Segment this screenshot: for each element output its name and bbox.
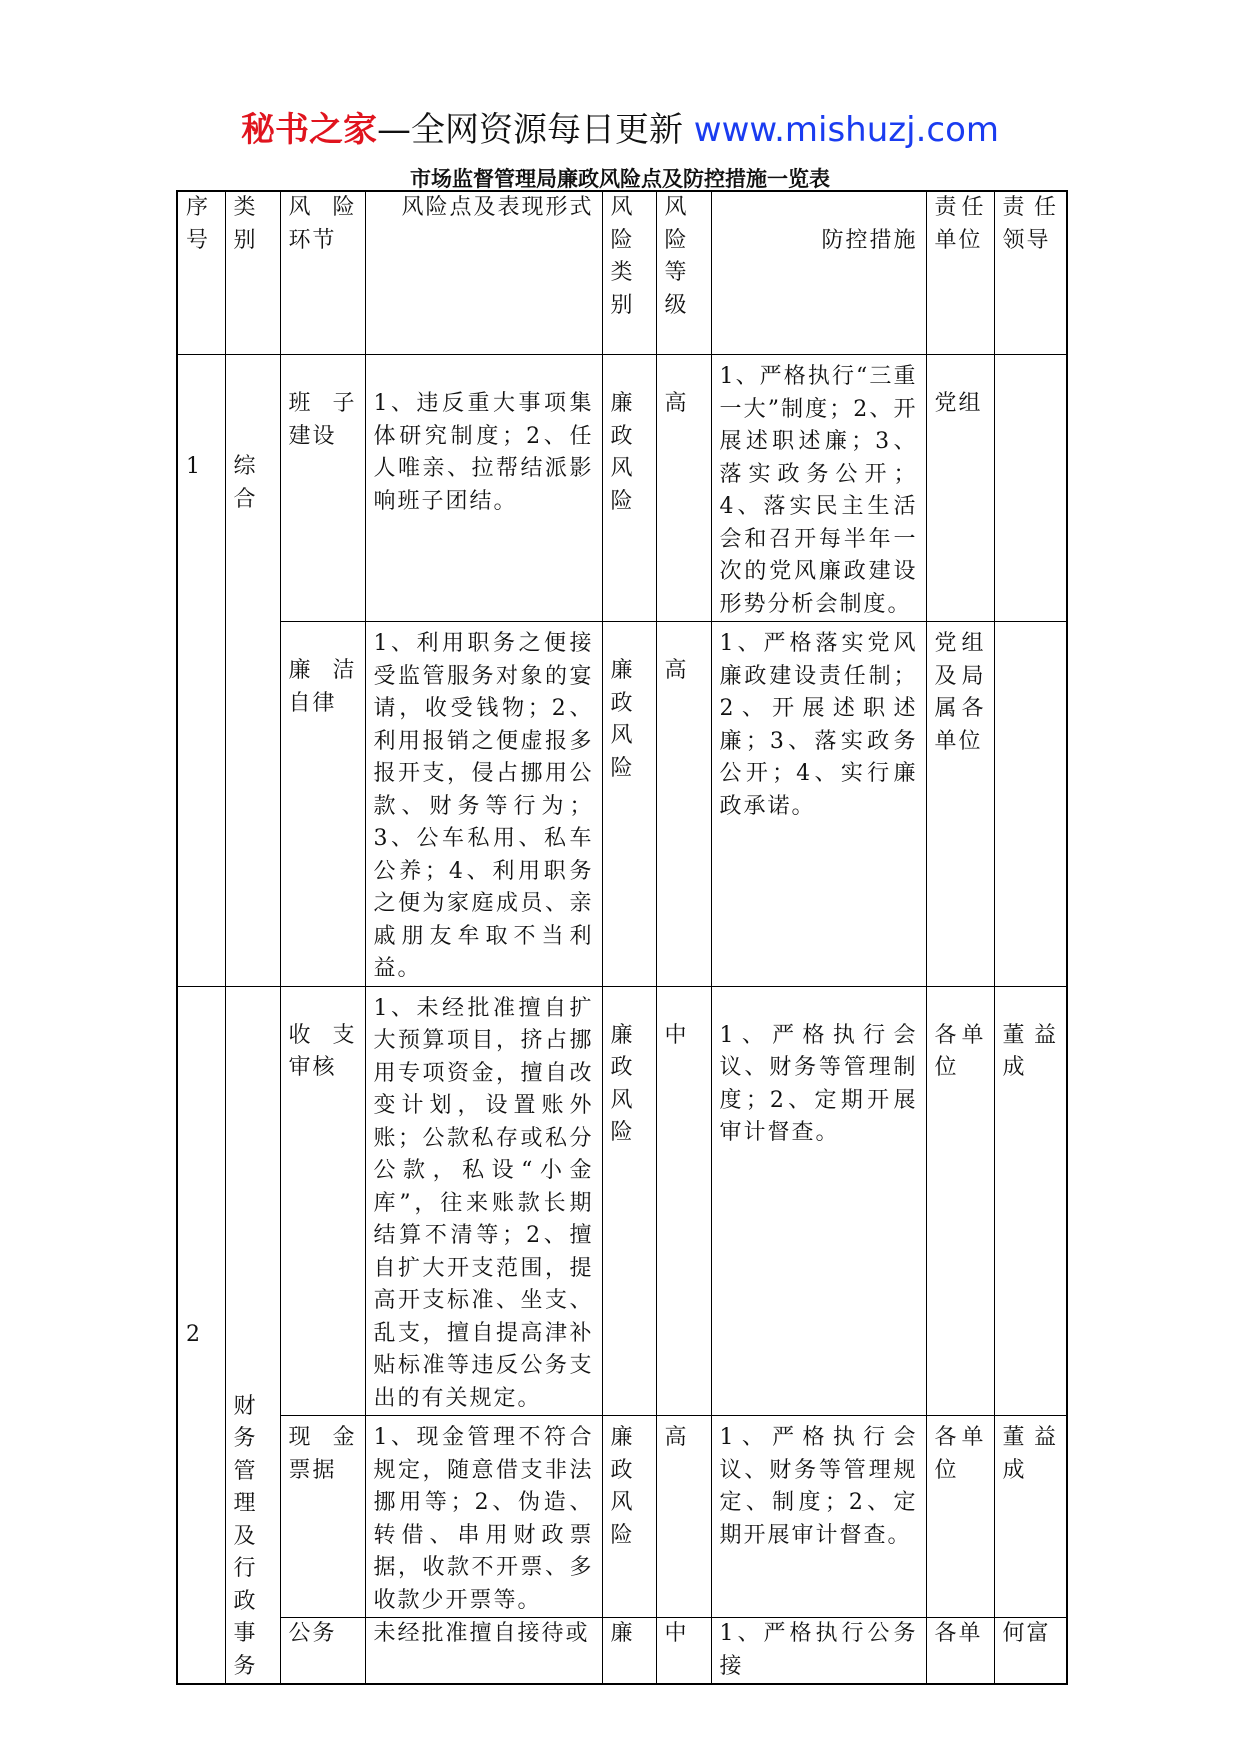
table-row bbox=[177, 1416, 1067, 1618]
risk-description: 未经批准擅自接待或 bbox=[365, 1618, 602, 1685]
risk-link: 收支审核 bbox=[280, 986, 365, 1416]
risk-level: 高 bbox=[656, 622, 711, 987]
column-header: 责任单位 bbox=[926, 191, 994, 355]
column-header: 风险等级 bbox=[656, 191, 711, 355]
responsible-unit: 各单 bbox=[926, 1618, 994, 1685]
risk-link: 廉洁自律 bbox=[280, 622, 365, 987]
risk-table bbox=[176, 190, 1068, 1685]
column-header: 风险环节 bbox=[280, 191, 365, 355]
risk-type: 廉 bbox=[602, 1618, 656, 1685]
risk-description: 1、现金管理不符合规定，随意借支非法挪用等；2、伪造、转借、串用财政票据，收款不开票、多收款少开票等。 bbox=[365, 1416, 602, 1618]
control-measures: 1、严格执行“三重一大”制度；2、开展述职述廉；3、落实政务公开；4、落实民主生活会和召开每半年一次的党风廉政建设形势分析会制度。 bbox=[711, 355, 926, 622]
risk-link: 班子建设 bbox=[280, 355, 365, 622]
responsible-leader bbox=[994, 355, 1067, 622]
row-category: 综合 bbox=[225, 355, 280, 987]
column-header: 责任领导 bbox=[994, 191, 1067, 355]
table-row bbox=[177, 622, 1067, 987]
column-header: 防控措施 bbox=[711, 191, 926, 355]
responsible-leader: 董益成 bbox=[994, 986, 1067, 1416]
risk-level: 中 bbox=[656, 986, 711, 1416]
responsible-leader: 董益成 bbox=[994, 1416, 1067, 1618]
risk-description: 1、违反重大事项集体研究制度；2、任人唯亲、拉帮结派影响班子团结。 bbox=[365, 355, 602, 622]
site-url-link[interactable]: www.mishuzj.com bbox=[693, 110, 999, 150]
risk-level: 高 bbox=[656, 355, 711, 622]
responsible-unit: 各单位 bbox=[926, 1416, 994, 1618]
responsible-unit: 党组 bbox=[926, 355, 994, 622]
control-measures: 1、严格执行公务接 bbox=[711, 1618, 926, 1685]
column-header: 风险点及表现形式 bbox=[365, 191, 602, 355]
column-header: 类别 bbox=[225, 191, 280, 355]
table-row bbox=[177, 1618, 1067, 1685]
control-measures: 1、严格执行会议、财务等管理规定、制度；2、定期开展审计督查。 bbox=[711, 1416, 926, 1618]
risk-description: 1、利用职务之便接受监管服务对象的宴请，收受钱物；2、利用报销之便虚报多报开支，侵占挪用公款、财务等行为；3、公车私用、私车公养；4、利用职务之便为家庭成员、亲戚朋友牟取不当利益。 bbox=[365, 622, 602, 987]
control-measures: 1、严格执行会议、财务等管理制度；2、定期开展审计督查。 bbox=[711, 986, 926, 1416]
row-category: 财务管理及行政事务 bbox=[225, 986, 280, 1684]
risk-link: 现金票据 bbox=[280, 1416, 365, 1618]
column-header: 风险类别 bbox=[602, 191, 656, 355]
brand-name: 秘书之家 bbox=[240, 110, 377, 150]
column-header: 序号 bbox=[177, 191, 225, 355]
table-row bbox=[177, 355, 1067, 622]
risk-type: 廉政风险 bbox=[602, 1416, 656, 1618]
risk-level: 高 bbox=[656, 1416, 711, 1618]
risk-type: 廉政风险 bbox=[602, 622, 656, 987]
control-measures: 1、严格落实党风廉政建设责任制；2、开展述职述廉；3、落实政务公开；4、实行廉政承诺。 bbox=[711, 622, 926, 987]
risk-type: 廉政风险 bbox=[602, 355, 656, 622]
risk-type: 廉政风险 bbox=[602, 986, 656, 1416]
table-row bbox=[177, 986, 1067, 1416]
responsible-leader: 何富 bbox=[994, 1618, 1067, 1685]
risk-level: 中 bbox=[656, 1618, 711, 1685]
responsible-leader bbox=[994, 622, 1067, 987]
header-slogan: —全网资源每日更新 bbox=[376, 110, 683, 150]
responsible-unit: 党组及局属各单位 bbox=[926, 622, 994, 987]
responsible-unit: 各单位 bbox=[926, 986, 994, 1416]
row-index: 2 bbox=[177, 986, 225, 1684]
risk-link: 公务 bbox=[280, 1618, 365, 1685]
risk-description: 1、未经批准擅自扩大预算项目，挤占挪用专项资金，擅自改变计划，设置账外账；公款私存或私分公款，私设“小金库”，往来账款长期结算不清等；2、擅自扩大开支范围，提高开支标准、坐支、乱支，擅自提高津补贴标准等违反公务支出的有关规定。 bbox=[365, 986, 602, 1416]
row-index: 1 bbox=[177, 355, 225, 987]
site-header bbox=[0, 102, 1240, 151]
document-title: 市场监督管理局廉政风险点及防控措施一览表 bbox=[410, 167, 830, 191]
table-header-row bbox=[177, 191, 1067, 355]
